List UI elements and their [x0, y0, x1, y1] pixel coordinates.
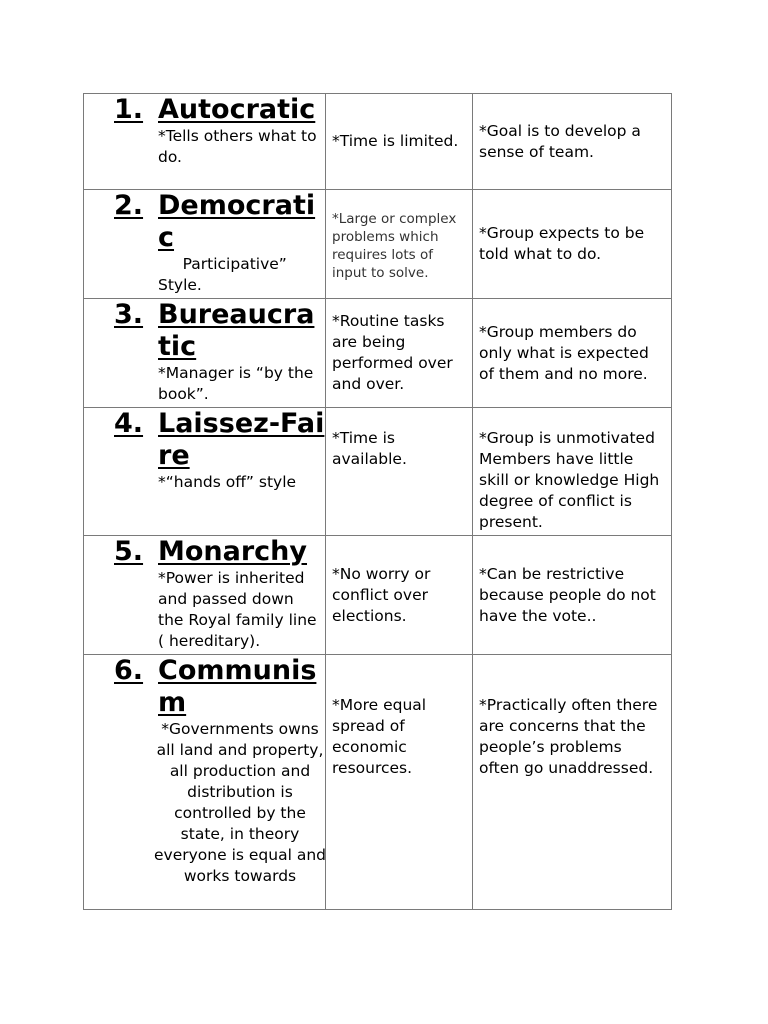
when-to-use-cell — [326, 94, 473, 190]
row-number: 4. — [114, 408, 144, 439]
row-number: 2. — [114, 190, 144, 221]
leadership-styles-table — [83, 93, 672, 910]
when-to-use-text: *Large or complex problems which requires lots of input to solve. — [332, 211, 457, 281]
style-description: *“hands off” style — [158, 473, 297, 491]
style-description: Participative” Style. — [158, 255, 287, 294]
group-outcome-cell — [473, 94, 672, 190]
when-to-use-text: *Routine tasks are being performed over and over. — [332, 312, 453, 393]
when-to-use-cell — [326, 655, 473, 910]
group-outcome-text: *Practically often there are concerns that the people’s problems often go unaddressed. — [479, 696, 658, 777]
style-cell — [84, 655, 326, 910]
style-description: *Governments owns all land and property, all production and distribution is controlled by the state, in theory everyone is equal and works towards — [154, 720, 326, 885]
style-cell — [84, 536, 326, 655]
when-to-use-text: *Time is limited. — [332, 132, 459, 150]
style-cell — [84, 94, 326, 190]
style-title: Laissez-Faire — [158, 408, 325, 471]
row-number: 3. — [114, 299, 144, 330]
style-title: Communism — [158, 655, 317, 718]
style-title: Democratic — [158, 190, 316, 253]
row-number: 1. — [114, 94, 144, 125]
style-description: *Power is inherited and passed down the Royal family line ( hereditary). — [158, 569, 317, 650]
when-to-use-text: *More equal spread of economic resources. — [332, 696, 427, 777]
style-description: *Manager is “by the book”. — [158, 364, 314, 403]
when-to-use-cell — [326, 408, 473, 536]
group-outcome-text: *Group expects to be told what to do. — [479, 224, 645, 263]
table-row — [84, 299, 672, 408]
group-outcome-cell — [473, 408, 672, 536]
group-outcome-text: *Goal is to develop a sense of team. — [479, 121, 641, 161]
table-row — [84, 655, 672, 910]
when-to-use-cell — [326, 299, 473, 408]
when-to-use-cell — [326, 190, 473, 299]
when-to-use-text: *Time is available. — [332, 429, 407, 468]
style-title: Autocratic — [158, 94, 316, 125]
group-outcome-cell — [473, 190, 672, 299]
when-to-use-cell — [326, 536, 473, 655]
table-row — [84, 536, 672, 655]
table-row — [84, 408, 672, 536]
table-row — [84, 190, 672, 299]
group-outcome-cell — [473, 299, 672, 408]
style-cell — [84, 408, 326, 536]
row-number: 5. — [114, 536, 144, 567]
table-row — [84, 94, 672, 190]
when-to-use-text: *No worry or conflict over elections. — [332, 564, 431, 625]
style-cell — [84, 190, 326, 299]
group-outcome-text: *Group members do only what is expected of them and no more. — [479, 322, 649, 383]
style-cell — [84, 299, 326, 408]
group-outcome-text: *Group is unmotivated Members have little skill or knowledge High degree of conflict is present. — [479, 429, 660, 531]
group-outcome-cell — [473, 536, 672, 655]
style-title: Monarchy — [158, 536, 308, 567]
style-description: *Tells others what to do. — [158, 127, 317, 166]
group-outcome-text: *Can be restrictive because people do not have the vote.. — [479, 564, 656, 625]
row-number: 6. — [114, 655, 144, 686]
style-title: Bureaucratic — [158, 299, 315, 362]
group-outcome-cell — [473, 655, 672, 910]
